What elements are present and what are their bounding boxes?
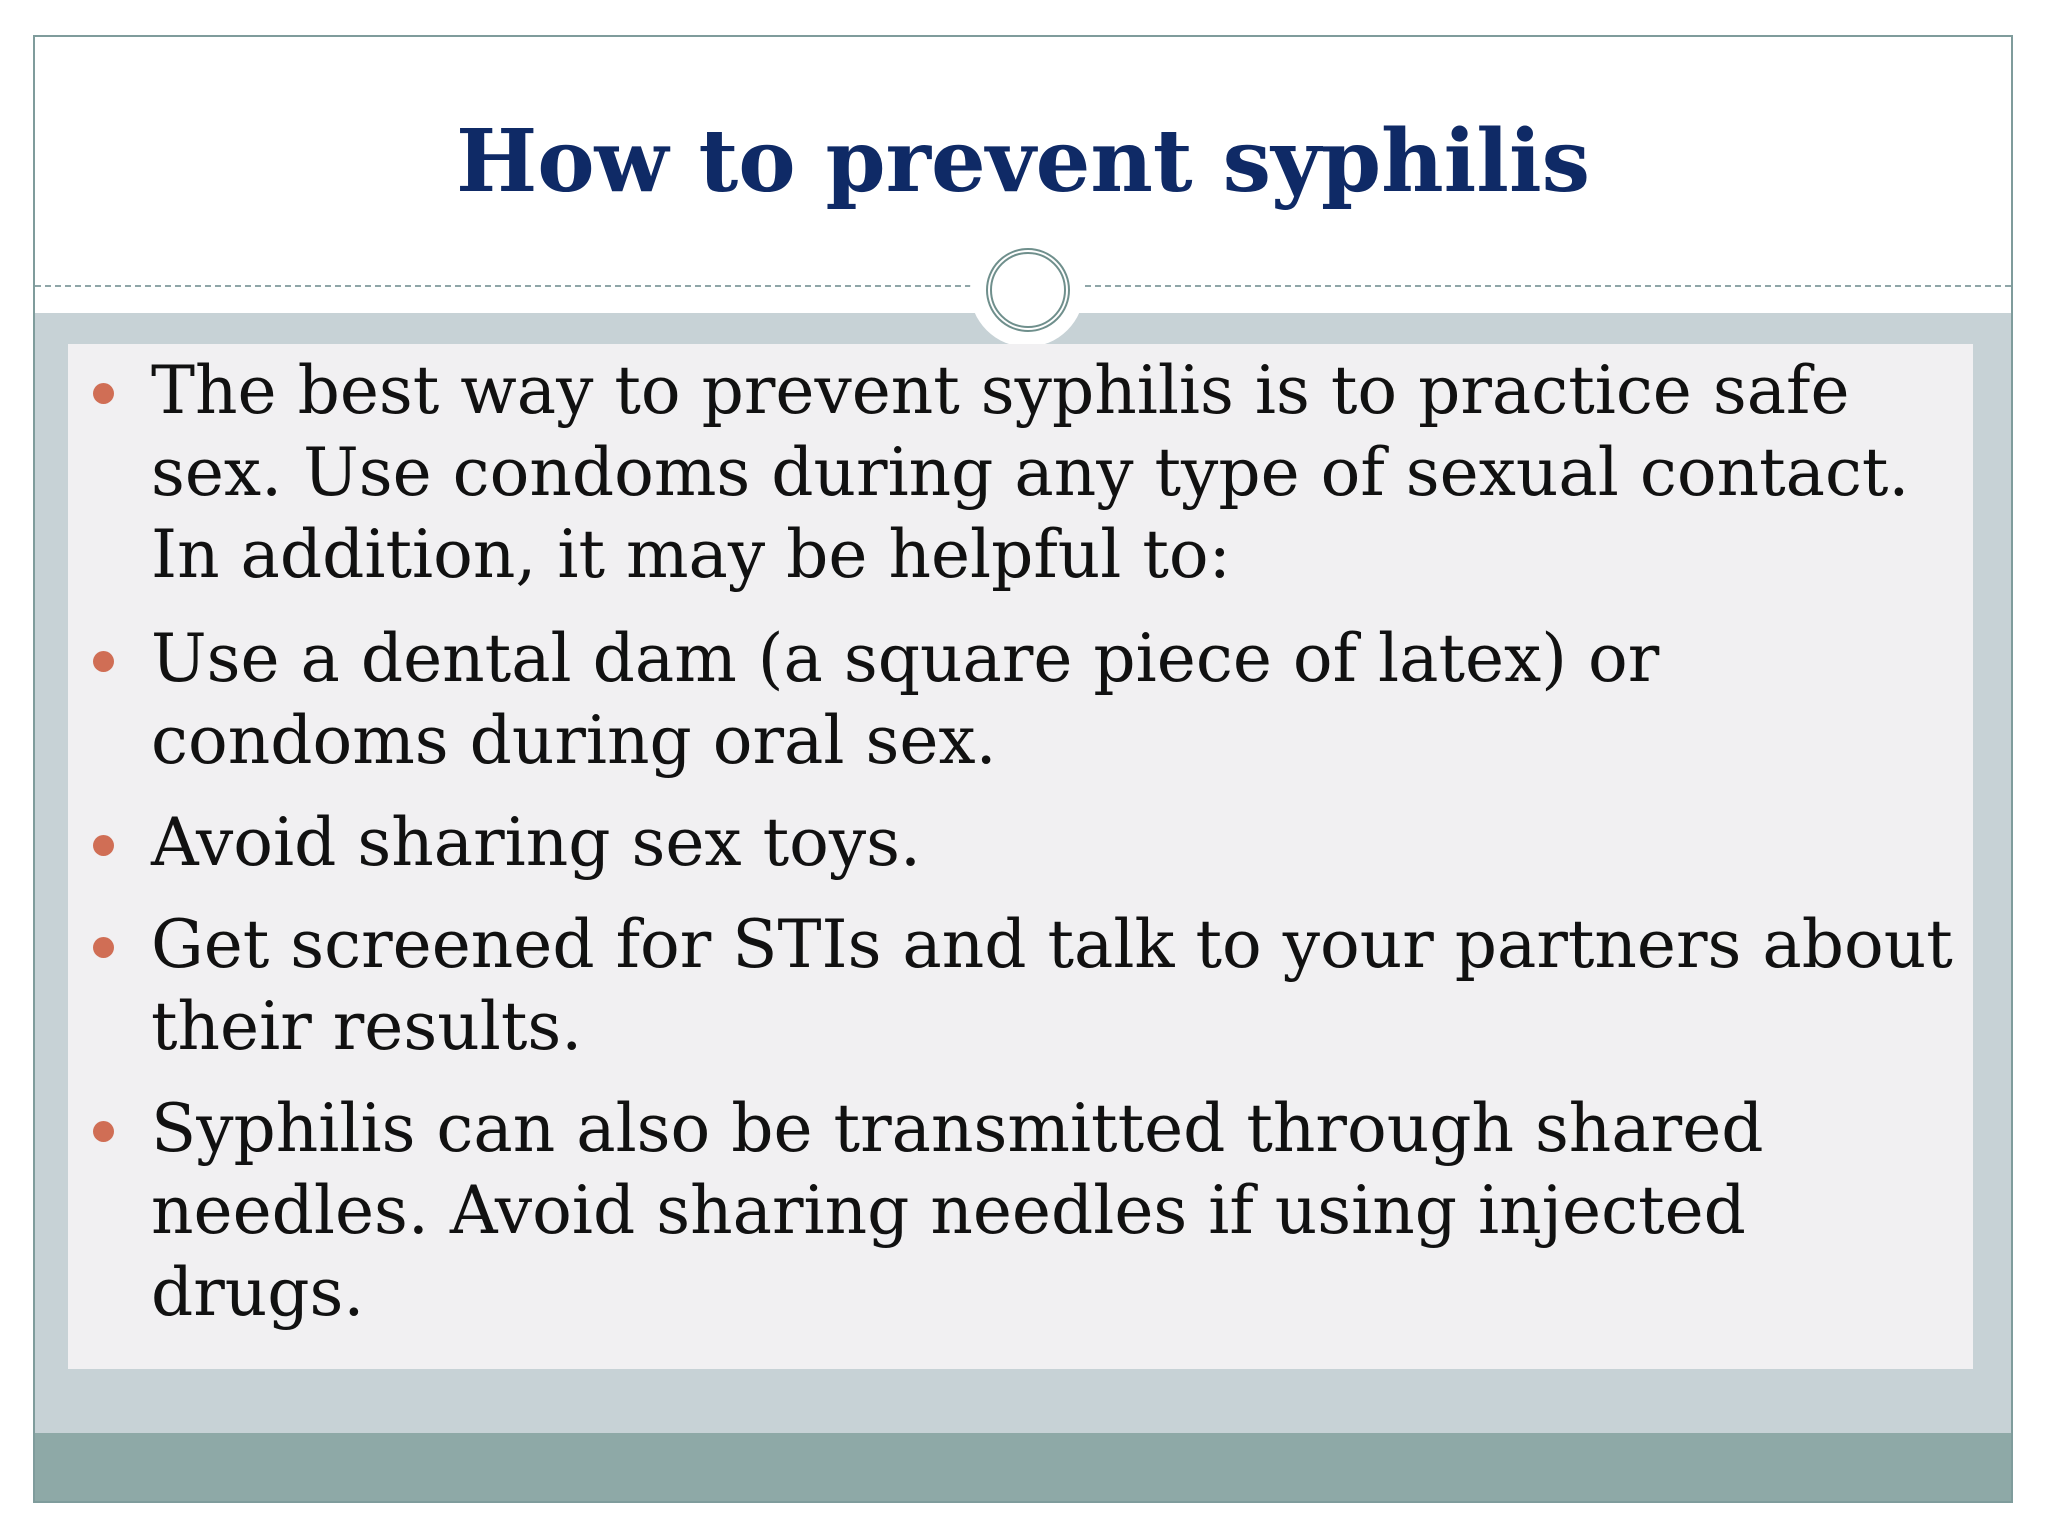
- bullet-dot-icon: [93, 383, 114, 404]
- slide: [33, 35, 2013, 1503]
- bullet-text: Use a dental dam (a square piece of latex) or condoms during oral sex.: [151, 620, 1660, 779]
- bullet-dot-icon: [93, 937, 114, 958]
- bullet-text: Syphilis can also be transmitted through shared needles. Avoid sharing needles if using injected drugs.: [151, 1090, 1764, 1331]
- circle-ornament-icon: [986, 248, 1070, 332]
- bullet-text: Avoid sharing sex toys.: [151, 804, 921, 881]
- bullet-dot-icon: [93, 651, 114, 672]
- bullet-item: [68, 350, 1973, 596]
- bullet-list: [68, 344, 1973, 1354]
- content-box: [68, 344, 1973, 1369]
- bullet-item: [68, 618, 1973, 782]
- bullet-dot-icon: [93, 1121, 114, 1142]
- bullet-item: [68, 1088, 1973, 1334]
- bullet-dot-icon: [93, 835, 114, 856]
- footer-band: [35, 1433, 2011, 1503]
- slide-title: How to prevent syphilis: [455, 111, 1591, 212]
- bullet-item: [68, 904, 1973, 1068]
- bullet-text: Get screened for STIs and talk to your partners about their results.: [151, 906, 1953, 1065]
- bullet-text: The best way to prevent syphilis is to practice safe sex. Use condoms during any type of sexual contact. In addition, it may be helpful to:: [151, 352, 1910, 593]
- bullet-item: [68, 802, 1973, 884]
